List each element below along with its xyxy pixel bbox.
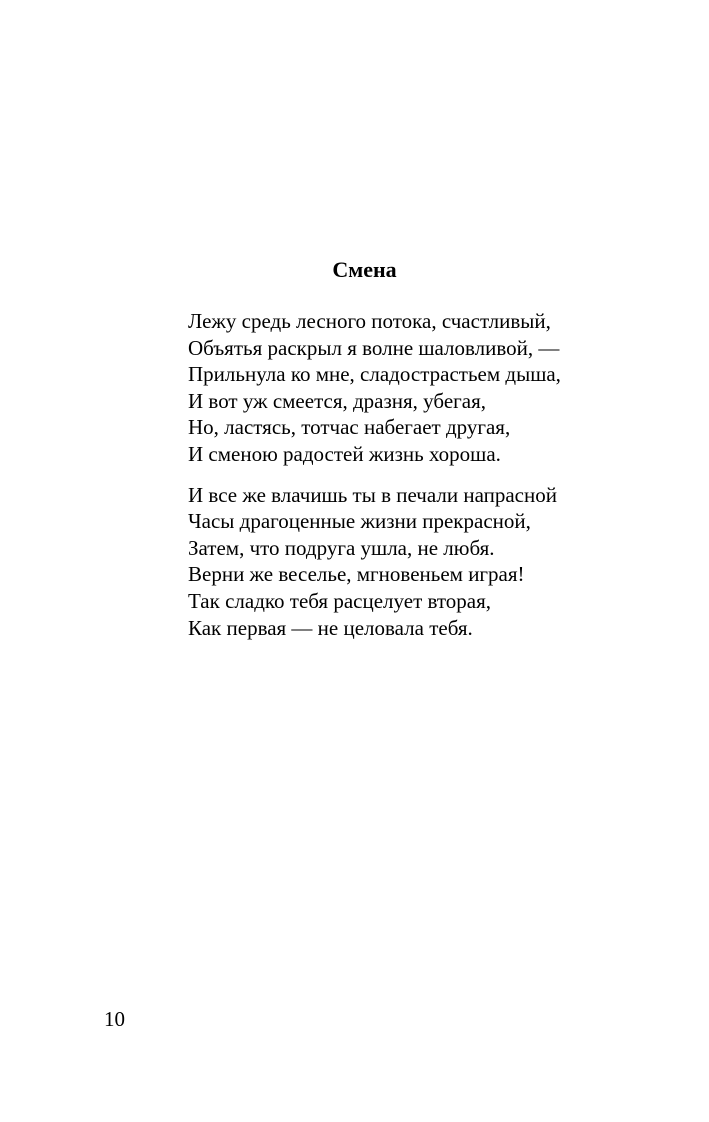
poem-line: Затем, что подруга ушла, не любя.	[188, 535, 495, 560]
stanza-1	[188, 308, 561, 468]
poem-title: Смена	[332, 257, 397, 282]
poem-line: И вот уж смеется, дразня, убегая,	[188, 388, 486, 413]
poem-line: И сменою радостей жизнь хороша.	[188, 441, 501, 466]
poem-line: Прильнула ко мне, сладострастьем дыша,	[188, 362, 561, 387]
poem-line: Как первая — не целовала тебя.	[188, 615, 473, 640]
page-number: 10	[104, 1007, 125, 1031]
stanza-2	[188, 482, 561, 642]
poem-line: И все же влачишь ты в печали напрасной	[188, 482, 557, 507]
poem-line: Верни же веселье, мгновеньем играя!	[188, 562, 525, 587]
poem-line: Часы драгоценные жизни прекрасной,	[188, 509, 531, 534]
poem-line: Но, ластясь, тотчас набегает другая,	[188, 415, 511, 440]
poem-line: Так сладко тебя расцелует вторая,	[188, 588, 492, 613]
poem-body	[188, 308, 561, 655]
poem-line: Лежу средь лесного потока, счастливый,	[188, 309, 551, 333]
poem-line: Объятья раскрыл я волне шаловливой, —	[188, 335, 560, 360]
